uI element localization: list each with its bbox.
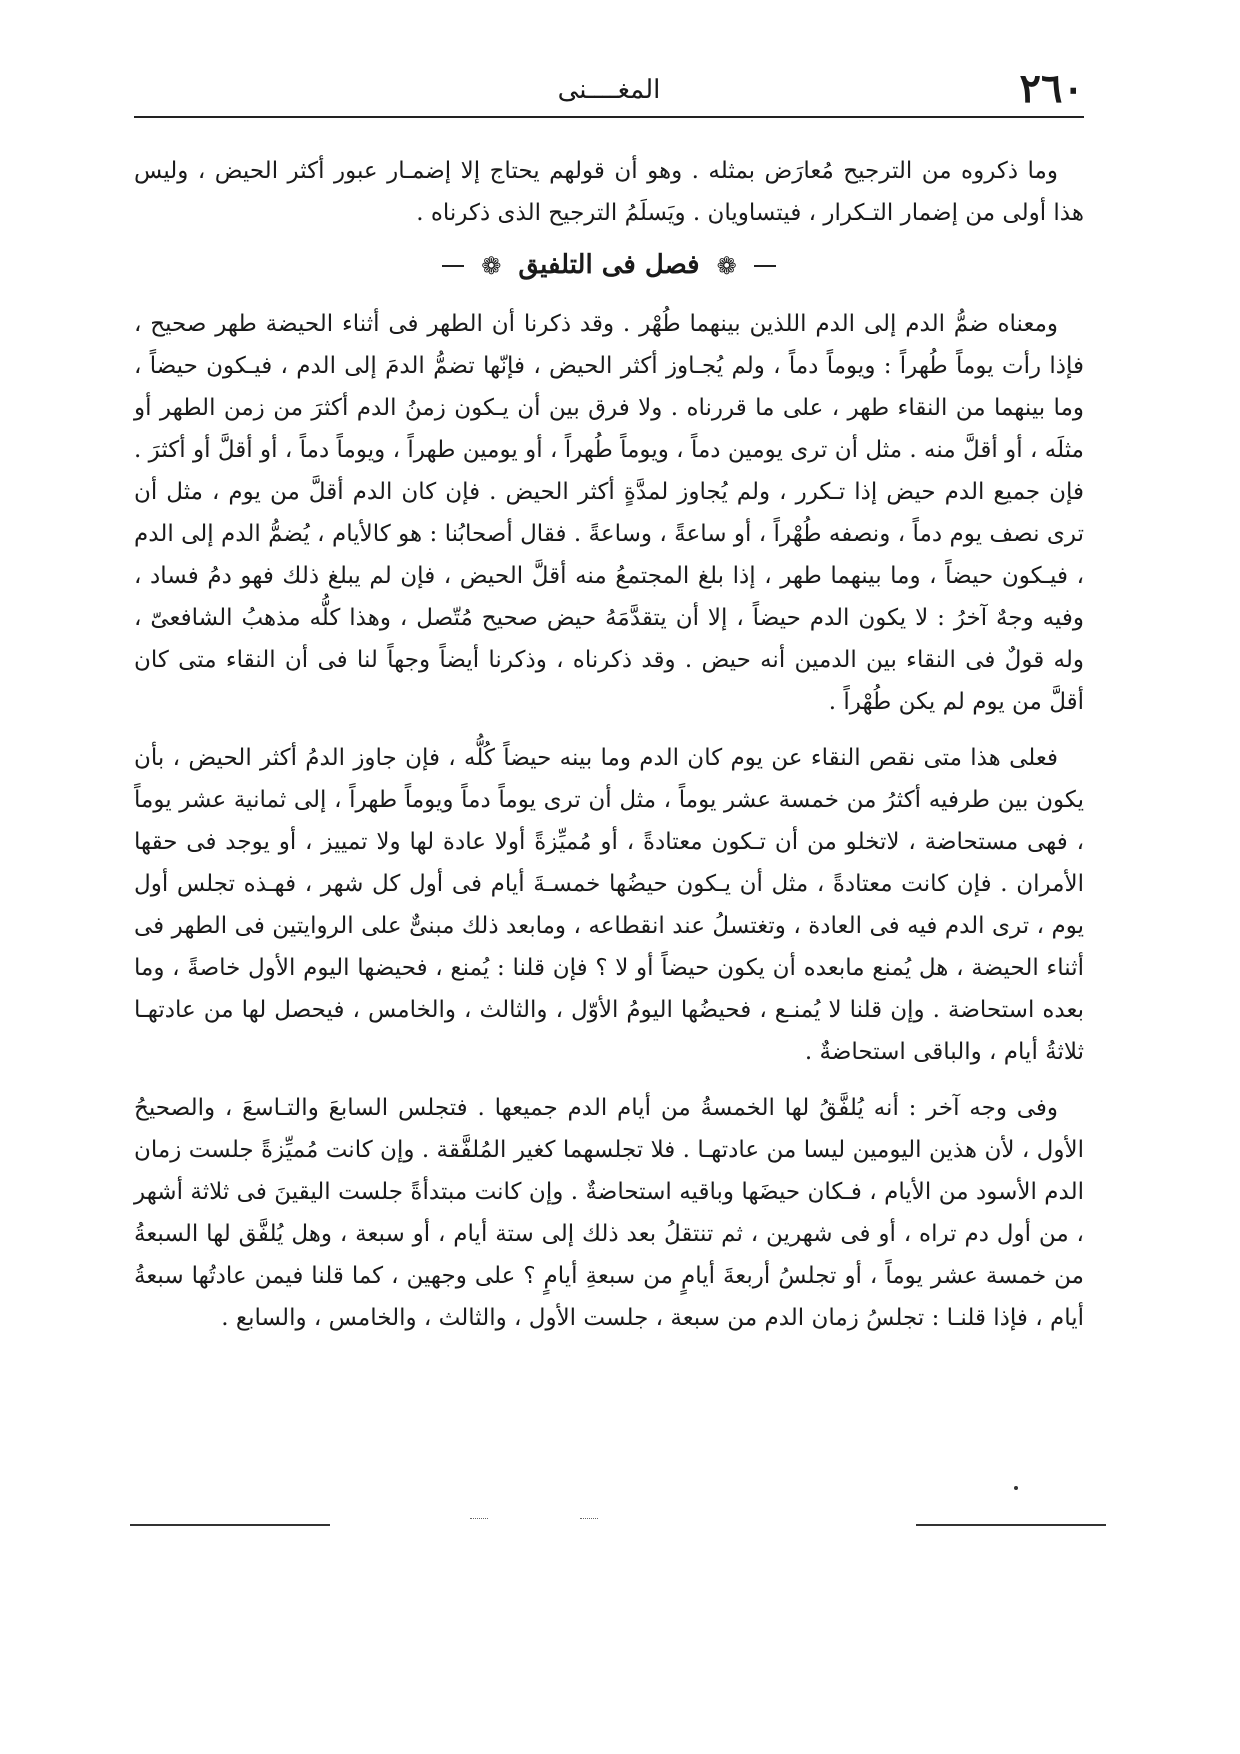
paragraph-3: فعلى هذا متى نقص النقاء عن يوم كان الدم وما بينه حيضاً كُلُّه ، فإن جاوز الدمُ أكثر الحيض ، بأن يكون بين طرفيه أكثرُ من خمسة عشر يوماً ، مثل أن ترى يوماً دماً ويوماً طهراً ، إلى ثمانية عشر يوماً ، فهى مستحاضة ، لاتخلو من أن تـكون معتادةً ، أو مُميِّزةً أولا عادة لها ولا تمييز ، أو يوجد فى حقها الأمران . فإن كانت معتادةً ، مثل أن يـكون حيضُها خمسـةَ أيام فى أول كل شهر ، فهـذه تجلس أول يوم ، ترى الدم فيه فى العادة ، وتغتسلُ عند انقطاعه ، ومابعد ذلك مبنىٌّ على الروايتين فى الطهر فى أثناء الحيضة ، هل يُمنع مابعده أن يكون حيضاً أو لا ؟ فإن قلنا : يُمنع ، فحيضها اليوم الأول خاصةً ، وما بعده استحاضة . وإن قلنا لا يُمنـع ، فحيضُها اليومُ الأوّل ، والثالث ، والخامس ، فيحصل لها من عادتهـا ثلاثةُ أيام ، والباقى استحاضةٌ .	[134, 745, 1084, 1065]
paragraph-1: وما ذكروه من الترجيح مُعارَض بمثله . وهو أن قولهم يحتاج إلا إضمـار عبور أكثر الحيض ، وليس هذا أولى من إضمار التـكرار ، فيتساويان . ويَسلَمُ الترجيح الذى ذكرناه .	[134, 158, 1084, 226]
paragraph-2: ومعناه ضمُّ الدم إلى الدم اللذين بينهما طُهْر . وقد ذكرنا أن الطهر فى أثناء الحيضة طهر صحيح ، فإذا رأت يوماً طُهراً : ويوماً دماً ، ولم يُجـاوز أكثر الحيض ، فإنّها تضمُّ الدمَ إلى الدم ، فيـكون حيضاً ، وما بينهما من النقاء طهر ، على ما قررناه . ولا فرق بين أن يـكون زمنُ الدم أكثرَ من زمن الطهر أو مثلَه ، أو أقلَّ منه . مثل أن ترى يومين دماً ، ويوماً طُهراً ، أو يومين طهراً ، ويوماً دماً ، أو أقلَّ أو أكثرَ . فإن جميع الدم حيض إذا تـكرر ، ولم يُجاوز لمدَّةٍ أكثر الحيض . فإن كان الدم أقلَّ من يوم ، مثل أن ترى نصف يوم دماً ، ونصفه طُهْراً ، أو ساعةً ، وساعةً . فقال أصحابُنا : هو كالأيام ، يُضمُّ الدم إلى الدم ، فيـكون حيضاً ، وما بينهما طهر ، إذا بلغ المجتمعُ منه أقلَّ الحيض ، فإن لم يبلغ ذلك فهو دمُ فساد ، وفيه وجهٌ آخرُ : لا يكون الدم حيضاً ، إلا أن يتقدَّمَهُ حيض صحيح مُتّصل ، وهذا كلُّه مذهبُ الشافعىّ ، وله قولٌ فى النقاء بين الدمين أنه حيض . وقد ذكرناه ، وذكرنا أيضاً وجهاً لنا فى أن النقاء متى كان أقلَّ من يوم لم يكن طُهْراً .	[134, 311, 1084, 715]
footer-mark	[580, 1518, 598, 1519]
footer-mark	[470, 1518, 488, 1519]
ornament-right-icon: ❁	[716, 252, 737, 280]
running-title: المغــــنى	[557, 75, 661, 105]
page-header	[134, 66, 1084, 116]
page-number: ٢٦٠	[1019, 65, 1084, 112]
footer-dot	[1014, 1486, 1018, 1490]
page-body	[134, 150, 1084, 1339]
section-heading	[134, 240, 1084, 291]
ornament-left-icon: ❁	[481, 252, 502, 280]
header-rule	[134, 116, 1084, 118]
footer-rule-left	[130, 1524, 330, 1526]
heading-dash-right	[754, 265, 776, 267]
paragraph-4: وفى وجه آخر : أنه يُلفَّقُ لها الخمسةُ من أيام الدم جميعها . فتجلس السابعَ والتـاسعَ ، والصحيحُ الأول ، لأن هذين اليومين ليسا من عادتهـا . فلا تجلسهما كغير المُلفَّقة . وإن كانت مُميِّزةً جلست زمان الدم الأسود من الأيام ، فـكان حيضَها وباقيه استحاضةٌ . وإن كانت مبتدأةً جلست اليقينَ فى ثلاثة أشهر ، من أول دم تراه ، أو فى شهرين ، ثم تنتقلُ بعد ذلك إلى ستة أيام ، أو سبعة ، وهل يُلفَّق لها السبعةُ من خمسة عشر يوماً ، أو تجلسُ أربعةَ أيامٍ من سبعةِ أيامٍ ؟ على وجهين ، كما قلنا فيمن عادتُها سبعةُ أيام ، فإذا قلنـا : تجلسُ زمان الدم من سبعة ، جلست الأول ، والثالث ، والخامس ، والسابع .	[134, 1095, 1084, 1331]
heading-dash-left	[442, 265, 464, 267]
section-title: فصل فى التلفيق	[518, 250, 700, 280]
footer-rule-right	[916, 1524, 1106, 1526]
